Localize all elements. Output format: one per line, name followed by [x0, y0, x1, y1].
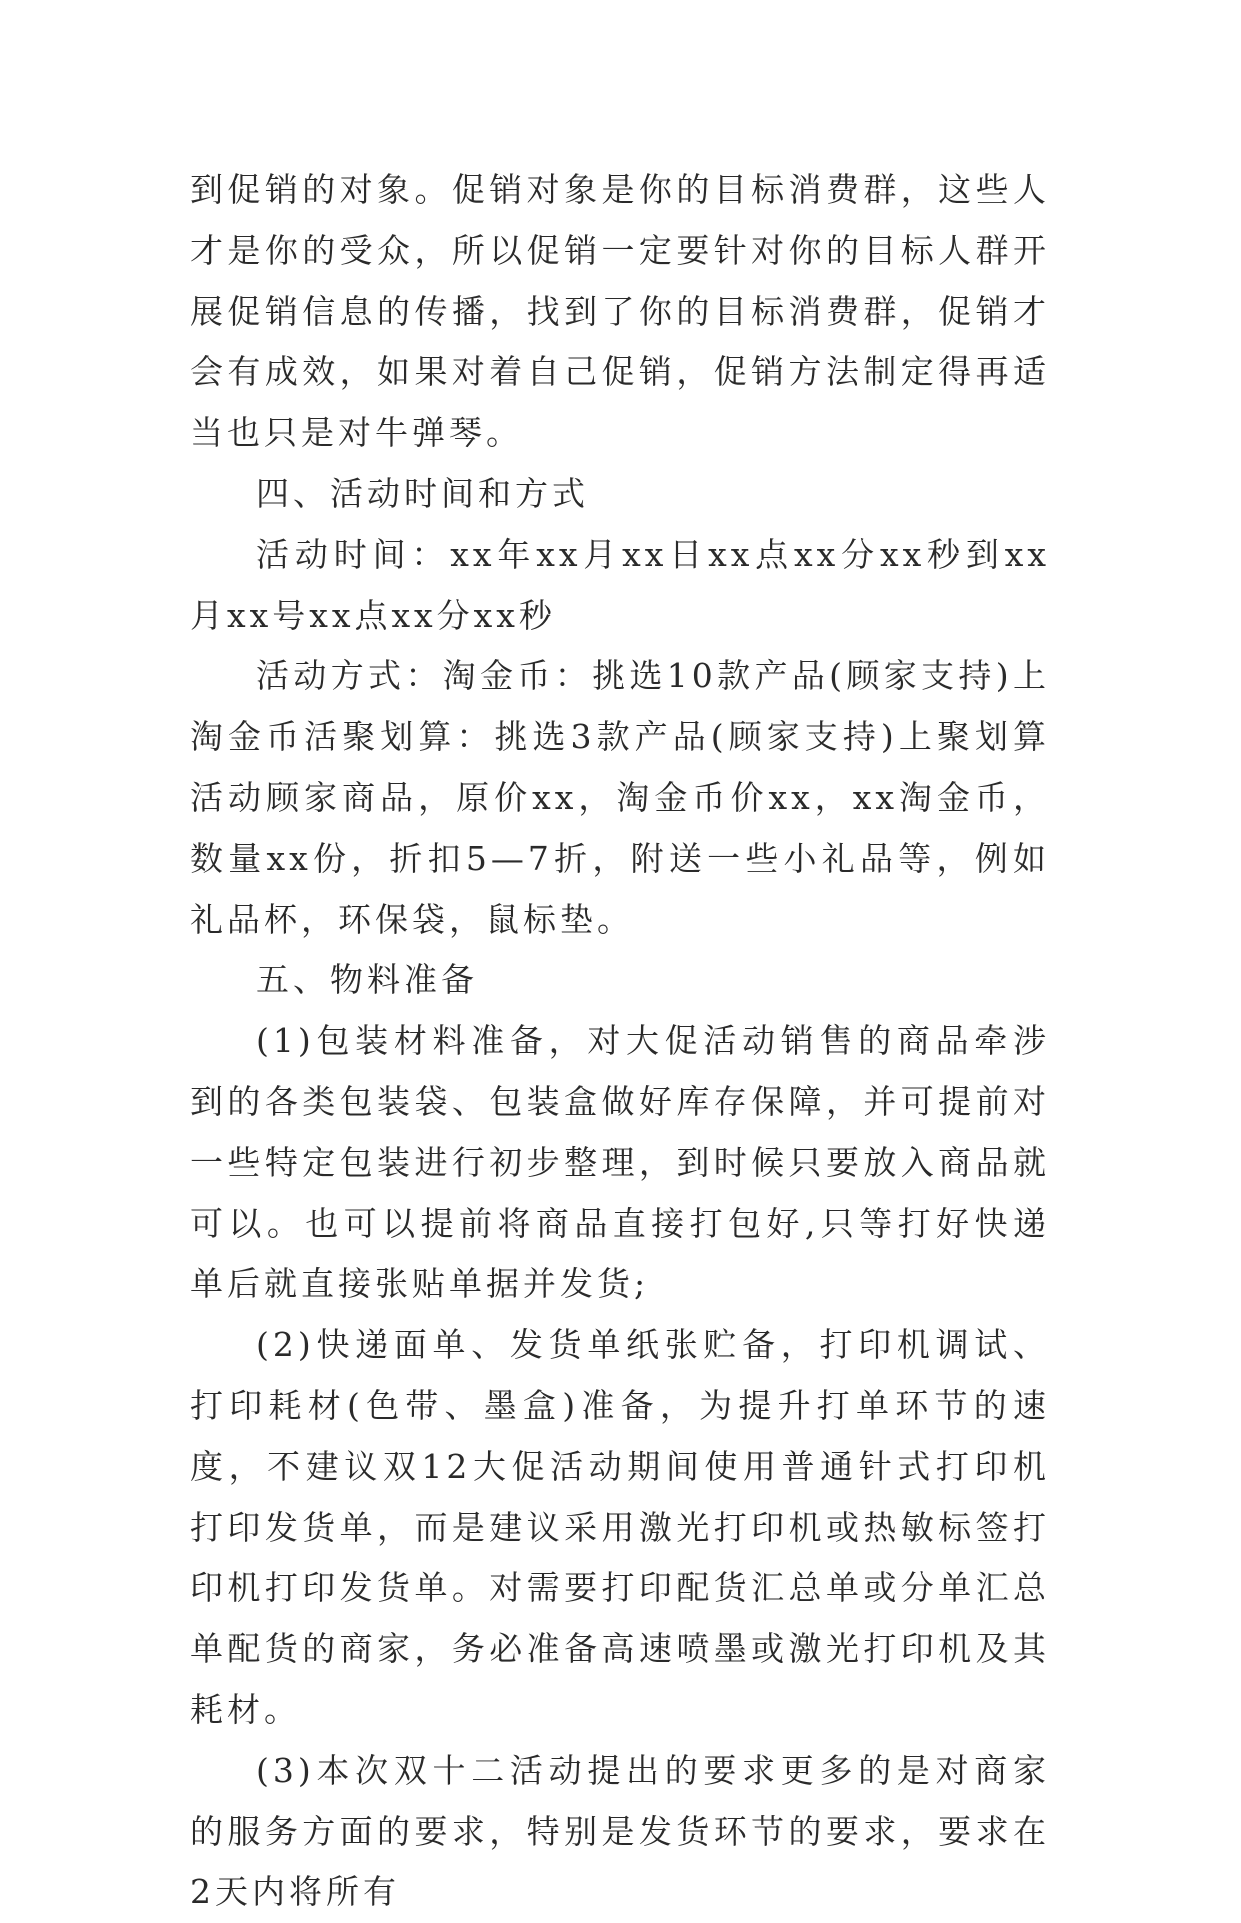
paragraph-printing-supplies: (2)快递面单、发货单纸张贮备，打印机调试、打印耗材(色带、墨盒)准备，为提升打单环节的速度，不建议双12大促活动期间使用普通针式打印机打印发货单，而是建议采用激光打印机或热敏标签打印机打印发货单。对需要打印配货汇总单或分单汇总单配货的商家，务必准备高速喷墨或激光打印机及其耗材。 — [190, 1325, 1050, 1729]
paragraph-activity-method: 活动方式：淘金币：挑选10款产品(顾家支持)上淘金币活聚划算：挑选3款产品(顾家支持)上聚划算活动顾家商品，原价xx，淘金币价xx，xx淘金币，数量xx份，折扣5—7折，附送一些小礼品等，例如礼品杯，环保袋，鼠标垫。 — [190, 656, 1050, 939]
paragraph-activity-time: 活动时间：xx年xx月xx日xx点xx分xx秒到xx月xx号xx点xx分xx秒 — [190, 534, 1050, 635]
paragraph-service-requirements: (3)本次双十二活动提出的要求更多的是对商家的服务方面的要求，特别是发货环节的要求，要求在2天内将所有 — [190, 1750, 1050, 1912]
document-page — [190, 160, 1050, 1923]
section-heading-activity-time: 四、活动时间和方式 — [256, 473, 589, 513]
paragraph-promotion-target: 到促销的对象。促销对象是你的目标消费群，这些人才是你的受众，所以促销一定要针对你的目标人群开展促销信息的传播，找到了你的目标消费群，促销才会有成效，如果对着自己促销，促销方法制定得再适当也只是对牛弹琴。 — [190, 170, 1050, 453]
paragraph-packaging-materials: (1)包装材料准备，对大促活动销售的商品牵涉到的各类包装袋、包装盒做好库存保障，并可提前对一些特定包装进行初步整理，到时候只要放入商品就可以。也可以提前将商品直接打包好,只等打好快递单后就直接张贴单据并发货; — [190, 1021, 1050, 1304]
section-heading-materials: 五、物料准备 — [256, 960, 478, 1000]
